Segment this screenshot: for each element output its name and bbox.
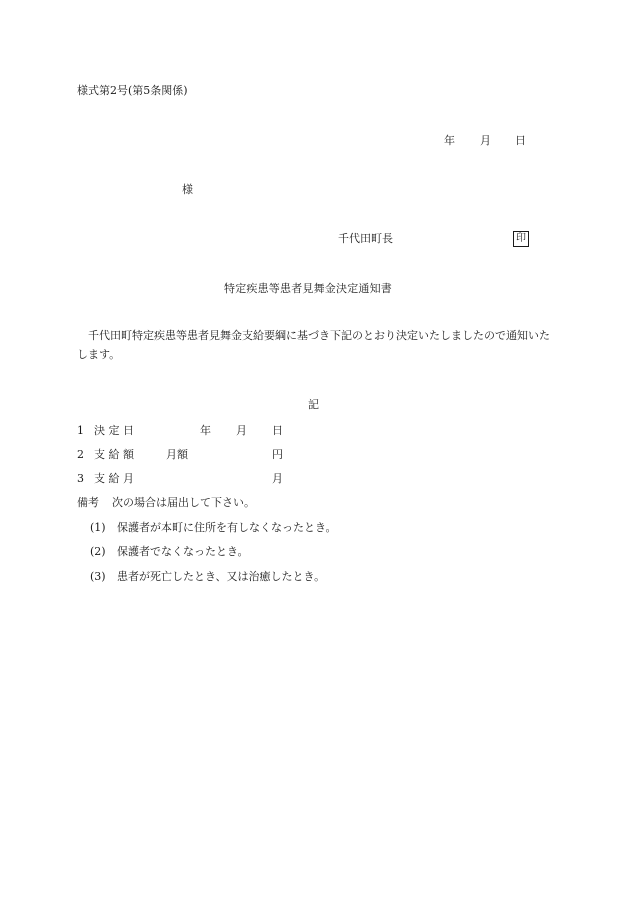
item-label: 支 給 月: [94, 472, 134, 485]
form-number: 様式第2号(第5条関係): [77, 84, 188, 97]
item-label: 支 給 額: [94, 448, 134, 461]
ki-heading: 記: [308, 398, 319, 411]
seal-mark: 印: [513, 231, 529, 247]
remark-number: (2): [90, 545, 106, 558]
remark-number: (3): [90, 570, 106, 583]
issuer-name: 千代田町長: [338, 232, 393, 245]
remarks-heading: 備考: [77, 496, 99, 509]
item-number: 1: [77, 424, 84, 437]
item-number: 2: [77, 448, 84, 461]
remark-text: 保護者が本町に住所を有しなくなったとき。: [117, 521, 337, 534]
remarks-intro: 次の場合は届出して下さい。: [112, 496, 255, 509]
item-yen-unit: 円: [272, 448, 283, 461]
remark-number: (1): [90, 521, 106, 534]
issue-date-month-label: 月: [480, 134, 491, 147]
issue-date-year-label: 年: [444, 134, 455, 147]
item-label: 決 定 日: [94, 424, 134, 437]
item-number: 3: [77, 472, 84, 485]
addressee-suffix: 様: [182, 183, 193, 196]
item-day-label: 日: [272, 424, 283, 437]
item-monthly-label: 月額: [166, 448, 188, 461]
item-month-label: 月: [236, 424, 247, 437]
issue-date-day-label: 日: [515, 134, 526, 147]
document-title: 特定疾患等患者見舞金決定通知書: [224, 282, 392, 295]
remark-text: 保護者でなくなったとき。: [117, 545, 249, 558]
remark-text: 患者が死亡したとき、又は治癒したとき。: [117, 570, 326, 583]
item-year-label: 年: [200, 424, 211, 437]
item-month-unit: 月: [272, 472, 283, 485]
body-paragraph: 千代田町特定疾患等患者見舞金支給要綱に基づき下記のとおり決定いたしましたので通知いたします。: [77, 329, 550, 361]
